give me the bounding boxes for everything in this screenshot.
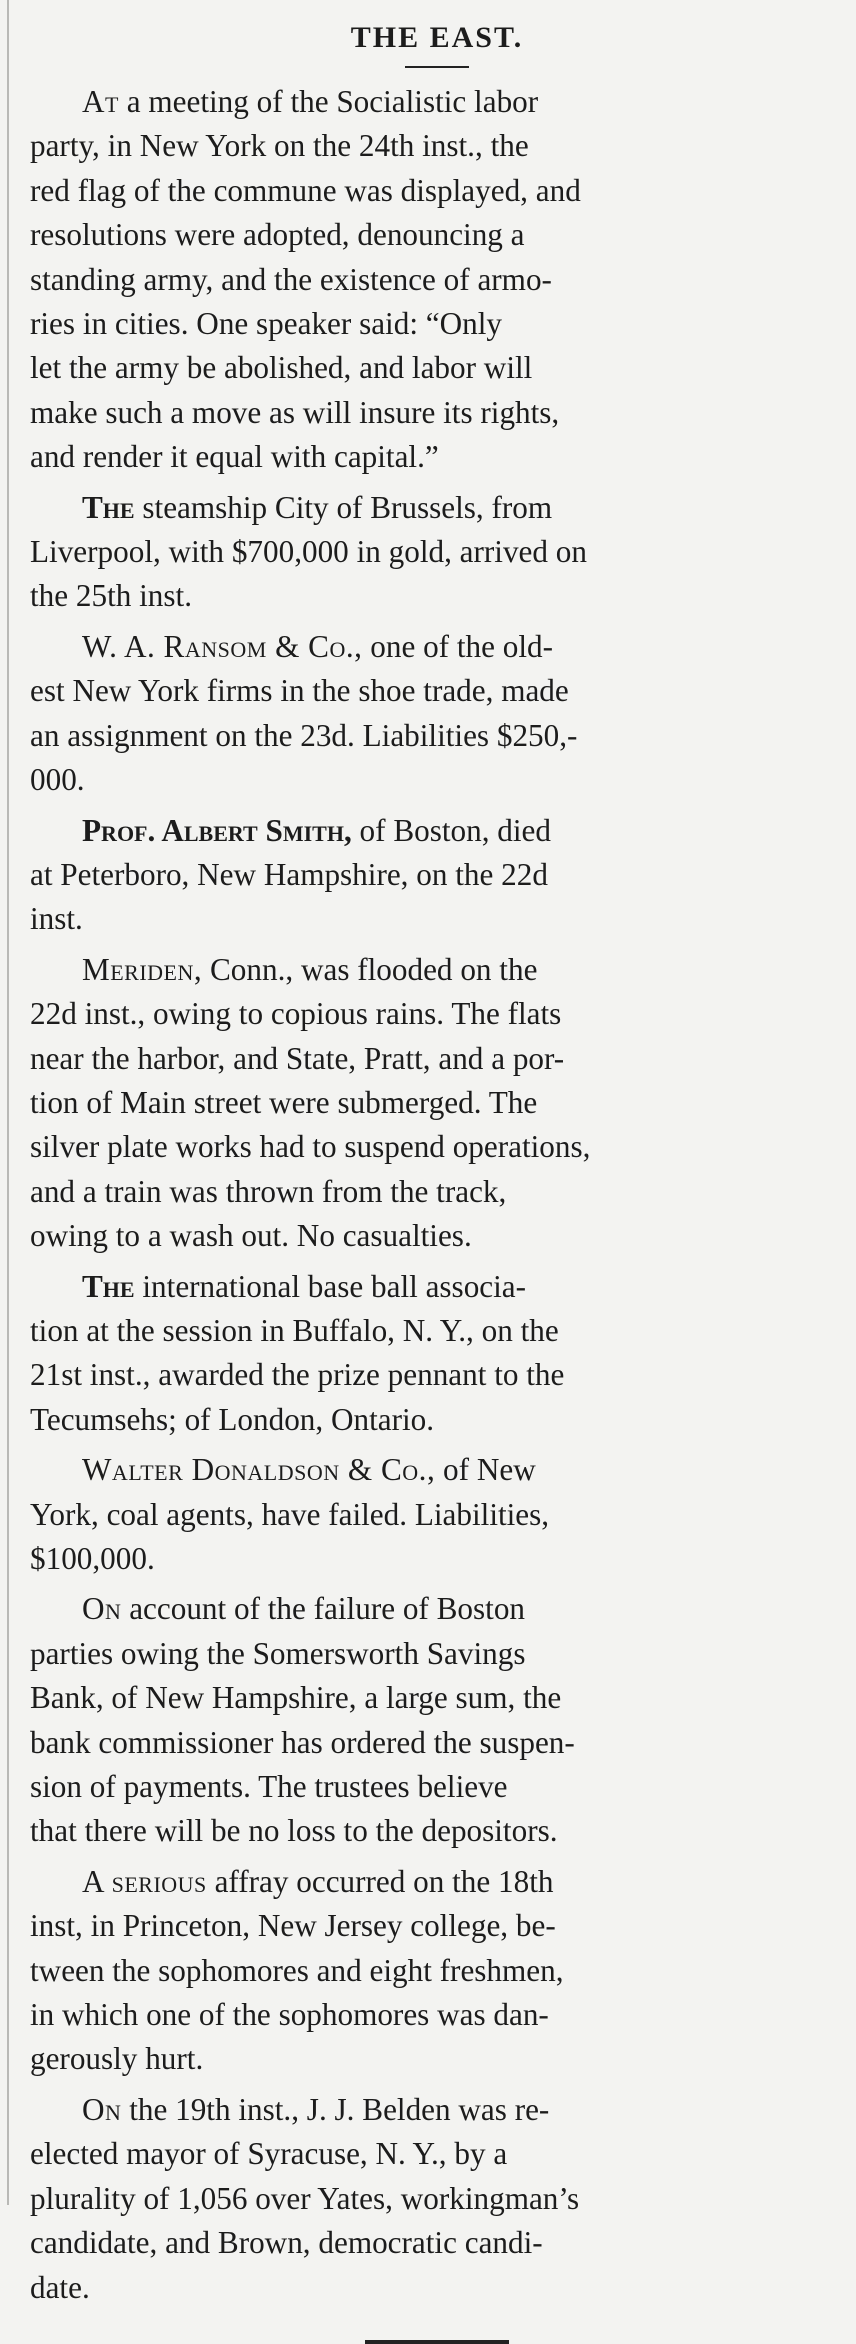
news-item-socialist-meeting	[30, 80, 844, 480]
section-headline: THE EAST.	[350, 21, 524, 54]
news-item-meriden-flood	[30, 948, 844, 1259]
news-item-ransom-co	[30, 625, 844, 803]
item-text: a meeting of the Socialistic labor party, in New York on the 24th inst., the red flag of the commune was displayed, and resolutions were adopted, denouncing a standing army, and the existence of armo- ries in cities. One speaker said: “Only let the army be abolished, and labor will make such a move as will insure its rights, and render it equal with capital.”	[30, 84, 581, 475]
item-lead: At	[82, 84, 119, 119]
item-text: account of the failure of Boston parties owing the Somersworth Savings Bank, of New Hampshire, a large sum, the bank commissioner has ordered the suspen- sion of payments. The trustees believe that there will be no loss to the depositors.	[30, 1591, 575, 1849]
item-lead: Meriden,	[82, 951, 203, 987]
item-text: the 19th inst., J. J. Belden was re- elected mayor of Syracuse, N. Y., by a plurality of 1,056 over Yates, workingman’s candidate, and Brown, democratic candi- date.	[30, 2091, 580, 2305]
item-text: of New York, coal agents, have failed. Liabilities, $100,000.	[30, 1452, 550, 1576]
item-lead: On	[82, 2091, 122, 2127]
article-column	[30, 12, 844, 2344]
item-text: affray occurred on the 18th inst, in Princeton, New Jersey college, be- tween the sophomores and eight freshmen, in which one of the sophomores was dan- gerously hurt.	[30, 1863, 564, 2077]
item-lead: Walter Donaldson & Co.,	[82, 1452, 436, 1488]
news-item-donaldson-co	[30, 1448, 844, 1581]
item-lead: Prof. Albert Smith,	[82, 812, 352, 848]
end-divider	[365, 2340, 509, 2344]
column-rule	[7, 0, 9, 2205]
news-item-albert-smith	[30, 809, 844, 942]
item-text: international base ball associa- tion at the session in Buffalo, N. Y., on the 21st inst., awarded the prize pennant to the Tecumsehs; of London, Ontario.	[30, 1268, 565, 1437]
item-text: one of the old- est New York firms in the shoe trade, made an assignment on the 23d. Liabilities $250,- 000.	[30, 628, 578, 798]
item-text: Conn., was flooded on the 22d inst., owing to copious rains. The flats near the harbor, and State, Pratt, and a por- tion of Main street were submerged. The silver plate works had to suspend operations, and a train was thrown from the track, owing to a wash out. No casualties.	[30, 951, 591, 1254]
item-text: steamship City of Brussels, from Liverpool, with $700,000 in gold, arrived on the 25th inst.	[30, 489, 587, 614]
news-item-belden-mayor	[30, 2088, 844, 2310]
item-lead: W. A. Ransom & Co.,	[82, 628, 363, 664]
item-text: of Boston, died at Peterboro, New Hampshire, on the 22d inst.	[30, 812, 551, 937]
item-lead: The	[82, 1268, 135, 1304]
news-item-somersworth-bank	[30, 1587, 844, 1853]
news-item-base-ball	[30, 1265, 844, 1443]
news-item-princeton-affray	[30, 1860, 844, 2082]
item-lead: A serious	[82, 1863, 207, 1899]
item-lead: On	[82, 1591, 122, 1627]
headline-divider	[405, 66, 469, 68]
news-item-steamship	[30, 486, 844, 619]
item-lead: The	[82, 489, 135, 525]
